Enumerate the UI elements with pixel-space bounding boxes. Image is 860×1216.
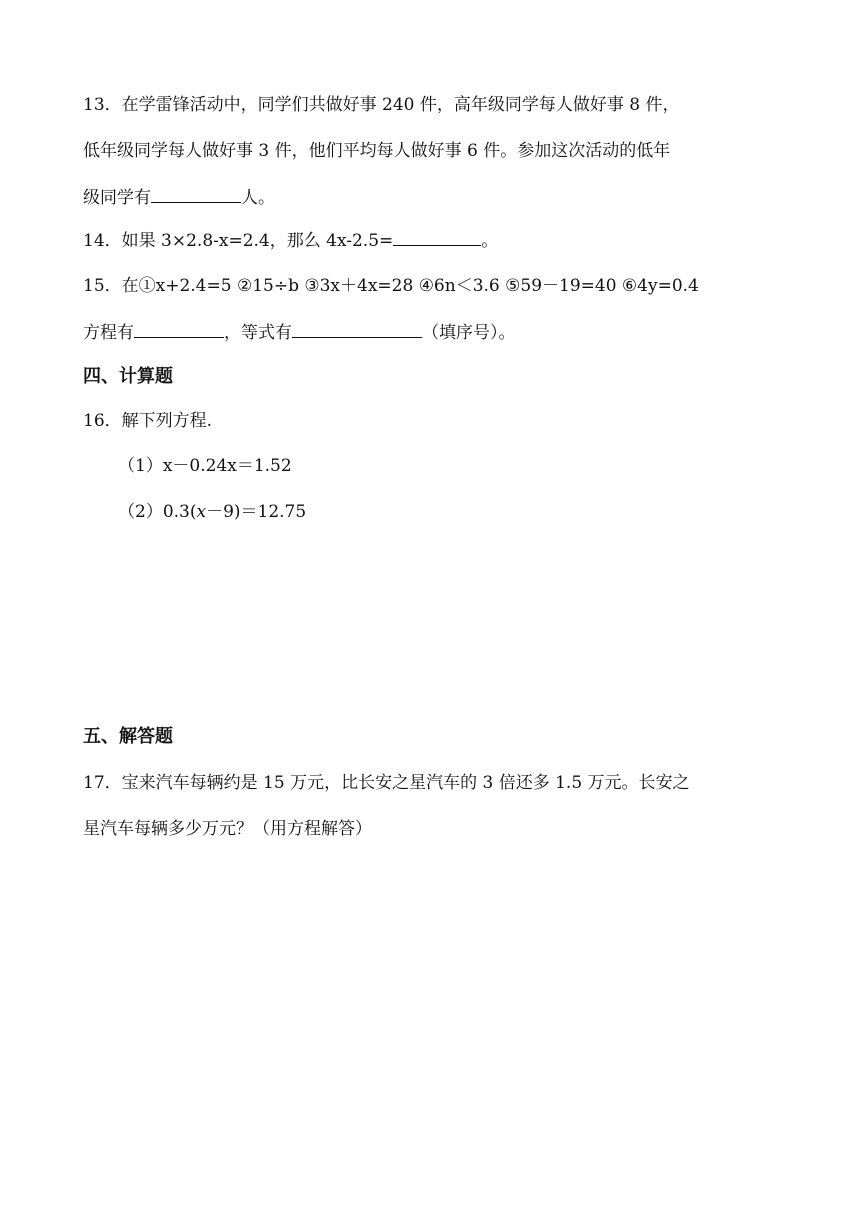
q15-equality-label: ，等式有 <box>224 323 292 343</box>
question-14 <box>83 229 498 252</box>
q13-line-2: 低年级同学每人做好事 3 件，他们平均每人做好事 6 件。参加这次活动的低年 <box>83 141 671 161</box>
q15-equation-label: 方程有 <box>83 323 134 343</box>
section-4-heading: 四、计算题 <box>83 366 173 387</box>
q15-equality-blank[interactable] <box>292 321 422 338</box>
q16-stem: 16．解下列方程. <box>83 411 213 431</box>
q17-line-2: 星汽车每辆多少万元？（用方程解答） <box>83 819 372 839</box>
q13-line-1: 13．在学雷锋活动中，同学们共做好事 240 件，高年级同学每人做好事 8 件， <box>83 95 680 115</box>
q14-answer-blank[interactable] <box>393 229 481 246</box>
q13-line-3-tail: 人。 <box>241 188 275 208</box>
q14-text: 14．如果 3×2.8-x=2.4，那么 4x-2.5= <box>83 231 394 251</box>
q16-part-2-variable: x <box>196 502 207 522</box>
q17-line-1: 17．宝来汽车每辆约是 15 万元，比长安之星汽车的 3 倍还多 1.5 万元。长安之 <box>83 773 690 793</box>
q16-part-2-b: －9)＝12.75 <box>206 502 307 522</box>
q15-line-1: 15．在①x+2.4=5 ②15÷b ③3x＋4x=28 ④6n＜3.6 ⑤59－19=40 ⑥4y=0.4 <box>83 276 699 296</box>
section-5-heading: 五、解答题 <box>83 726 173 747</box>
q13-line-3 <box>83 186 275 209</box>
q15-line-2 <box>83 321 516 344</box>
q14-tail: 。 <box>481 231 499 251</box>
q13-line-3-text: 级同学有 <box>83 188 151 208</box>
q13-answer-blank[interactable] <box>151 186 241 203</box>
q16-part-2 <box>118 501 306 523</box>
q15-equation-blank[interactable] <box>134 321 224 338</box>
q15-tail: （填序号）。 <box>422 323 516 343</box>
q16-part-2-a: （2）0.3( <box>118 502 197 522</box>
q16-part-1: （1）x－0.24x＝1.52 <box>118 456 292 476</box>
